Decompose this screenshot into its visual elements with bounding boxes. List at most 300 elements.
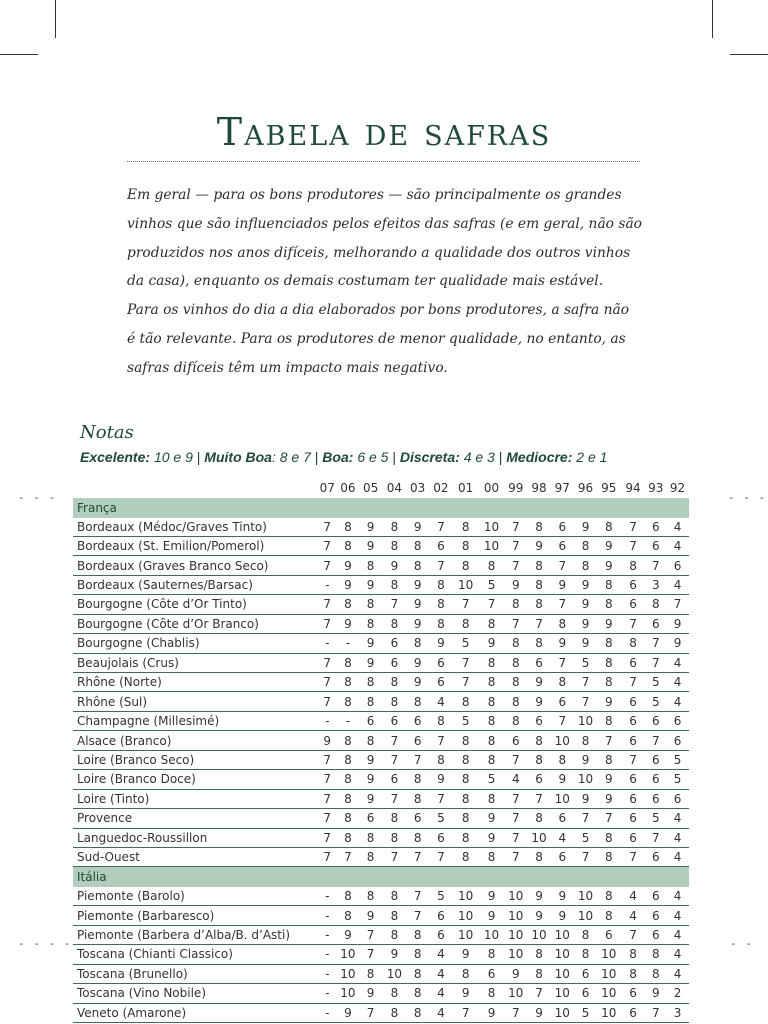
score-cell: 7 <box>666 595 689 614</box>
score-cell: 7 <box>317 770 338 789</box>
score-cell: 7 <box>621 847 646 866</box>
score-cell: 6 <box>528 770 551 789</box>
score-cell: - <box>317 964 338 983</box>
score-cell: 8 <box>504 692 528 711</box>
score-cell: 9 <box>406 653 430 672</box>
score-cell: 8 <box>597 673 621 692</box>
year-header: 93 <box>648 481 664 495</box>
score-cell: 10 <box>550 984 574 1003</box>
score-cell: 8 <box>358 847 383 866</box>
score-cell: 8 <box>645 595 666 614</box>
score-cell: 7 <box>383 750 406 769</box>
table-row <box>73 595 689 614</box>
score-cell: 7 <box>479 595 504 614</box>
score-cell: 7 <box>645 828 666 847</box>
score-cell: 8 <box>452 536 479 555</box>
score-cell: 7 <box>621 750 646 769</box>
wine-name: Loire (Branco Seco) <box>73 750 317 769</box>
score-cell: 6 <box>550 518 574 537</box>
score-cell: 8 <box>383 809 406 828</box>
score-cell: 7 <box>358 1003 383 1022</box>
year-header: 06 <box>340 481 356 495</box>
score-cell: 6 <box>550 692 574 711</box>
score-cell: 9 <box>430 634 453 653</box>
notes-heading: Notas <box>80 422 134 443</box>
score-cell: 8 <box>504 595 528 614</box>
score-cell: 8 <box>645 964 666 983</box>
score-cell: 7 <box>597 809 621 828</box>
score-cell: 7 <box>504 1003 528 1022</box>
table-row <box>73 906 689 925</box>
score-cell: 7 <box>430 789 453 808</box>
score-cell: - <box>317 711 338 730</box>
score-cell: 6 <box>383 711 406 730</box>
score-cell: 7 <box>574 673 597 692</box>
score-cell: 8 <box>452 750 479 769</box>
legend-label: Boa: <box>322 449 354 465</box>
score-cell: 8 <box>338 673 359 692</box>
score-cell: 6 <box>645 847 666 866</box>
score-cell: 8 <box>621 945 646 964</box>
score-cell: 7 <box>645 1003 666 1022</box>
score-cell: 6 <box>406 731 430 750</box>
score-cell: 9 <box>338 575 359 594</box>
score-cell: 4 <box>666 828 689 847</box>
region-name: França <box>73 498 689 518</box>
score-cell: 10 <box>528 925 551 944</box>
score-cell: 6 <box>550 809 574 828</box>
score-cell: 4 <box>666 518 689 537</box>
score-cell: 2 <box>666 984 689 1003</box>
score-cell: 8 <box>383 1003 406 1022</box>
score-cell: 7 <box>574 692 597 711</box>
legend-value: 10 e 9 <box>153 449 193 465</box>
score-cell: 8 <box>338 789 359 808</box>
score-cell: 8 <box>452 770 479 789</box>
score-cell: 4 <box>430 964 453 983</box>
score-cell: 8 <box>383 692 406 711</box>
score-cell: 9 <box>597 692 621 711</box>
score-cell: 8 <box>406 945 430 964</box>
score-cell: 6 <box>621 653 646 672</box>
year-header: 96 <box>577 481 594 495</box>
score-cell: 8 <box>358 887 383 906</box>
score-cell: 7 <box>317 828 338 847</box>
score-cell: 8 <box>338 692 359 711</box>
score-cell: 8 <box>528 634 551 653</box>
score-cell: 8 <box>452 847 479 866</box>
score-cell: 9 <box>550 906 574 925</box>
score-cell: 6 <box>645 536 666 555</box>
score-cell: 4 <box>666 906 689 925</box>
score-cell: 6 <box>645 887 666 906</box>
score-cell: 4 <box>666 653 689 672</box>
score-cell: 9 <box>504 575 528 594</box>
score-cell: 6 <box>621 809 646 828</box>
score-cell: 5 <box>645 809 666 828</box>
score-cell: 8 <box>338 828 359 847</box>
year-header: 98 <box>531 481 547 495</box>
score-cell: 9 <box>452 984 479 1003</box>
score-cell: 10 <box>550 1003 574 1022</box>
score-cell: 7 <box>317 847 338 866</box>
score-cell: 6 <box>574 984 597 1003</box>
score-cell: 7 <box>621 614 646 633</box>
score-cell: 7 <box>621 536 646 555</box>
score-cell: 7 <box>317 595 338 614</box>
score-cell: 7 <box>645 653 666 672</box>
score-cell: 7 <box>317 692 338 711</box>
table-row <box>73 789 689 808</box>
score-cell: - <box>317 575 338 594</box>
score-cell: 4 <box>666 925 689 944</box>
score-cell: 6 <box>666 711 689 730</box>
legend-separator: | <box>196 449 201 465</box>
score-cell: 9 <box>358 575 383 594</box>
table-row <box>73 731 689 750</box>
score-cell: 4 <box>666 945 689 964</box>
wine-name: Sud-Ouest <box>73 847 317 866</box>
score-cell: 8 <box>358 692 383 711</box>
score-cell: 8 <box>358 828 383 847</box>
score-cell: 8 <box>452 556 479 575</box>
score-cell: 8 <box>479 945 504 964</box>
score-cell: 5 <box>574 653 597 672</box>
score-cell: 6 <box>550 847 574 866</box>
score-cell: 9 <box>528 536 551 555</box>
score-cell: 7 <box>504 614 528 633</box>
score-cell: 9 <box>597 556 621 575</box>
score-cell: 4 <box>430 692 453 711</box>
score-cell: 10 <box>504 945 528 964</box>
score-cell: 7 <box>317 614 338 633</box>
score-cell: 10 <box>550 945 574 964</box>
wine-name: Rhône (Norte) <box>73 673 317 692</box>
score-cell: 8 <box>452 731 479 750</box>
score-cell: 7 <box>317 809 338 828</box>
score-cell: 6 <box>358 809 383 828</box>
year-header: 01 <box>458 481 474 495</box>
score-cell: 4 <box>621 906 646 925</box>
legend-separator: | <box>498 449 503 465</box>
score-cell: 8 <box>528 964 551 983</box>
score-cell: 9 <box>358 634 383 653</box>
score-cell: 8 <box>528 518 551 537</box>
score-cell: 7 <box>406 887 430 906</box>
score-cell: 6 <box>645 789 666 808</box>
score-cell: 8 <box>338 536 359 555</box>
score-cell: 7 <box>317 556 338 575</box>
score-cell: 9 <box>479 828 504 847</box>
wine-name: Beaujolais (Crus) <box>73 653 317 672</box>
wine-name: Loire (Tinto) <box>73 789 317 808</box>
score-cell: 5 <box>430 809 453 828</box>
score-cell: 6 <box>645 518 666 537</box>
score-cell: 4 <box>504 770 528 789</box>
score-cell: 5 <box>666 770 689 789</box>
score-cell: 8 <box>338 518 359 537</box>
legend-value: 4 e 3 <box>463 449 495 465</box>
score-cell: 10 <box>504 984 528 1003</box>
score-cell: 6 <box>621 789 646 808</box>
score-cell: 7 <box>621 518 646 537</box>
score-cell: 8 <box>504 673 528 692</box>
table-row <box>73 887 689 906</box>
score-cell: 10 <box>597 945 621 964</box>
table-row <box>73 634 689 653</box>
intro-line: safras difíceis têm um impacto mais negativo. <box>127 359 448 376</box>
score-cell: 4 <box>621 887 646 906</box>
score-cell: 7 <box>550 711 574 730</box>
score-cell: 9 <box>504 964 528 983</box>
score-cell: 8 <box>528 750 551 769</box>
score-cell: 8 <box>383 673 406 692</box>
legend-label: Discreta: <box>399 449 460 465</box>
score-cell: 8 <box>358 731 383 750</box>
score-cell: 8 <box>406 556 430 575</box>
legend-label: Muito Boa <box>204 449 272 465</box>
table-row <box>73 984 689 1003</box>
score-cell: 8 <box>479 984 504 1003</box>
wine-name: Piemonte (Barbera d’Alba/B. d’Asti) <box>73 925 317 944</box>
score-cell: 9 <box>528 673 551 692</box>
score-cell: 5 <box>430 887 453 906</box>
legend-label: Excelente: <box>80 449 151 465</box>
score-cell: 8 <box>383 906 406 925</box>
table-row <box>73 556 689 575</box>
score-cell: 8 <box>406 634 430 653</box>
score-cell: 7 <box>317 673 338 692</box>
legend-value: : 8 e 7 <box>271 449 311 465</box>
score-cell: 6 <box>621 711 646 730</box>
score-cell: 8 <box>430 595 453 614</box>
score-cell: 9 <box>358 750 383 769</box>
score-cell: 8 <box>597 711 621 730</box>
score-cell: 7 <box>317 789 338 808</box>
score-cell: 9 <box>528 1003 551 1022</box>
score-cell: 6 <box>645 750 666 769</box>
intro-line: é tão relevante. Para os produtores de menor qualidade, no entanto, as <box>127 330 626 347</box>
score-cell: 8 <box>406 1003 430 1022</box>
score-cell: - <box>338 711 359 730</box>
score-cell: 10 <box>479 925 504 944</box>
score-cell: 6 <box>666 731 689 750</box>
score-cell: 8 <box>383 925 406 944</box>
score-cell: 8 <box>338 906 359 925</box>
score-cell: 9 <box>383 945 406 964</box>
score-cell: 10 <box>528 828 551 847</box>
score-cell: 9 <box>528 692 551 711</box>
score-cell: 8 <box>452 828 479 847</box>
score-cell: 6 <box>597 925 621 944</box>
score-cell: 6 <box>666 556 689 575</box>
score-cell: 8 <box>550 673 574 692</box>
score-cell: 8 <box>574 731 597 750</box>
year-header-row <box>73 478 689 498</box>
score-cell: 6 <box>406 809 430 828</box>
year-header: 02 <box>433 481 449 495</box>
score-cell: 9 <box>358 536 383 555</box>
score-cell: 10 <box>504 906 528 925</box>
legend-value: 2 e 1 <box>576 449 608 465</box>
table-row <box>73 518 689 537</box>
score-cell: 6 <box>621 770 646 789</box>
wine-name: Alsace (Branco) <box>73 731 317 750</box>
score-cell: 8 <box>528 595 551 614</box>
score-cell: 10 <box>338 984 359 1003</box>
year-header: 05 <box>362 481 379 495</box>
score-cell: 10 <box>574 906 597 925</box>
score-cell: 8 <box>452 789 479 808</box>
year-header: 07 <box>319 481 335 495</box>
score-cell: 8 <box>358 964 383 983</box>
score-cell: 6 <box>550 536 574 555</box>
fold-mark: - - - <box>728 491 767 504</box>
score-cell: 5 <box>645 692 666 711</box>
score-cell: 9 <box>358 789 383 808</box>
score-cell: 8 <box>479 614 504 633</box>
score-cell: 7 <box>645 634 666 653</box>
wine-name: Bordeaux (St. Emilion/Pomerol) <box>73 536 317 555</box>
crop-mark <box>0 54 38 55</box>
score-cell: 8 <box>645 945 666 964</box>
score-cell: 8 <box>406 828 430 847</box>
score-cell: 5 <box>645 673 666 692</box>
score-cell: 4 <box>666 809 689 828</box>
score-cell: 8 <box>528 847 551 866</box>
table-row <box>73 828 689 847</box>
score-cell: 8 <box>338 809 359 828</box>
region-row <box>73 867 689 887</box>
wine-name: Provence <box>73 809 317 828</box>
score-cell: 7 <box>452 673 479 692</box>
wine-name: Toscana (Chianti Classico) <box>73 945 317 964</box>
score-cell: 9 <box>574 634 597 653</box>
year-header: 03 <box>409 481 426 495</box>
score-cell: 6 <box>528 653 551 672</box>
score-cell: 7 <box>550 595 574 614</box>
score-cell: 7 <box>383 595 406 614</box>
score-cell: 8 <box>597 887 621 906</box>
score-cell: 8 <box>528 575 551 594</box>
table-row <box>73 847 689 866</box>
legend-label: Mediocre: <box>506 449 573 465</box>
score-cell: 8 <box>479 673 504 692</box>
year-header: 99 <box>508 481 524 495</box>
wine-name: Toscana (Brunello) <box>73 964 317 983</box>
table-row <box>73 692 689 711</box>
score-cell: 8 <box>574 945 597 964</box>
table-row <box>73 770 689 789</box>
score-cell: 3 <box>666 1003 689 1022</box>
score-cell: 7 <box>574 809 597 828</box>
score-cell: 8 <box>574 925 597 944</box>
score-cell: 8 <box>406 692 430 711</box>
year-header: 97 <box>554 481 570 495</box>
wine-name: Piemonte (Barolo) <box>73 887 317 906</box>
score-cell: 10 <box>574 711 597 730</box>
score-cell: 10 <box>597 984 621 1003</box>
score-cell: 7 <box>452 653 479 672</box>
score-cell: 7 <box>383 789 406 808</box>
score-cell: 9 <box>383 556 406 575</box>
score-cell: 8 <box>479 731 504 750</box>
table-row <box>73 1003 689 1022</box>
header-spacer <box>73 478 317 498</box>
score-cell: 9 <box>597 789 621 808</box>
score-cell: 10 <box>550 789 574 808</box>
score-cell: 9 <box>338 614 359 633</box>
score-cell: 9 <box>645 984 666 1003</box>
score-cell: 6 <box>645 925 666 944</box>
score-cell: 8 <box>528 809 551 828</box>
score-cell: 8 <box>597 847 621 866</box>
score-cell: - <box>317 945 338 964</box>
score-cell: 9 <box>406 575 430 594</box>
score-cell: 6 <box>430 925 453 944</box>
score-cell: 6 <box>479 964 504 983</box>
score-cell: 7 <box>504 556 528 575</box>
table-row <box>73 750 689 769</box>
score-cell: 8 <box>358 673 383 692</box>
intro-line: Em geral — para os bons produtores — são principalmente os grandes <box>127 187 622 203</box>
score-cell: 9 <box>666 614 689 633</box>
score-cell: 7 <box>317 536 338 555</box>
score-cell: 9 <box>406 673 430 692</box>
score-cell: 7 <box>383 731 406 750</box>
score-cell: - <box>317 887 338 906</box>
score-cell: 6 <box>406 711 430 730</box>
score-cell: 9 <box>574 750 597 769</box>
score-cell: 7 <box>504 828 528 847</box>
score-cell: 10 <box>479 518 504 537</box>
score-cell: 10 <box>452 925 479 944</box>
score-cell: 7 <box>317 750 338 769</box>
score-cell: 5 <box>452 711 479 730</box>
score-cell: 8 <box>479 789 504 808</box>
score-cell: 8 <box>383 575 406 594</box>
score-cell: 4 <box>666 887 689 906</box>
score-cell: 8 <box>406 789 430 808</box>
score-cell: 6 <box>430 673 453 692</box>
score-cell: 6 <box>528 711 551 730</box>
score-cell: 4 <box>666 536 689 555</box>
score-cell: 5 <box>479 575 504 594</box>
score-cell: 9 <box>358 770 383 789</box>
score-cell: - <box>317 906 338 925</box>
score-cell: 5 <box>479 770 504 789</box>
score-cell: 10 <box>504 887 528 906</box>
score-cell: 9 <box>574 789 597 808</box>
score-cell: 8 <box>479 750 504 769</box>
score-cell: 8 <box>597 518 621 537</box>
score-legend <box>80 449 607 465</box>
score-cell: 8 <box>479 556 504 575</box>
score-cell: 6 <box>383 634 406 653</box>
score-cell: 7 <box>452 1003 479 1022</box>
score-cell: 8 <box>479 711 504 730</box>
score-cell: 8 <box>430 750 453 769</box>
table-row <box>73 536 689 555</box>
score-cell: 9 <box>338 556 359 575</box>
score-cell: 7 <box>430 556 453 575</box>
score-cell: 4 <box>550 828 574 847</box>
score-cell: 10 <box>597 1003 621 1022</box>
score-cell: 9 <box>452 945 479 964</box>
score-cell: 6 <box>574 964 597 983</box>
score-cell: 8 <box>574 556 597 575</box>
wine-name: Bourgogne (Côte d’Or Branco) <box>73 614 317 633</box>
